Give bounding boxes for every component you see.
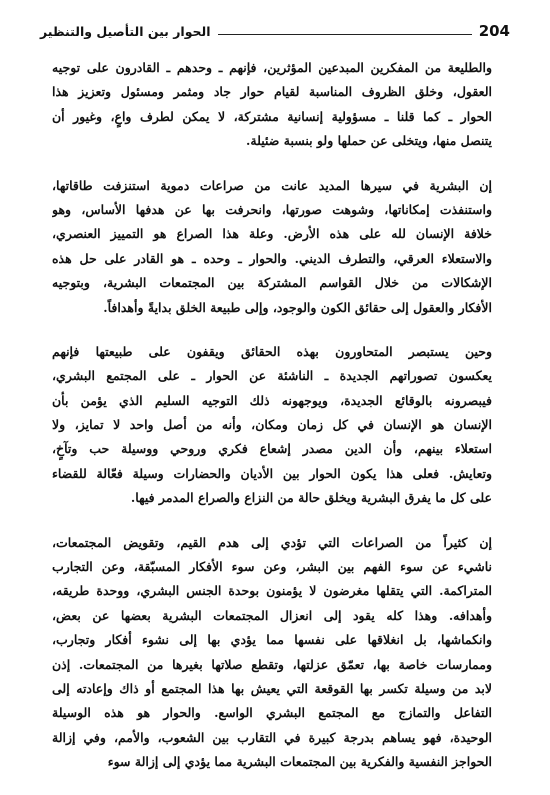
paragraph	[52, 531, 492, 775]
text-line: الوحيدة، فهو يساهم بدرجة كبيرة في التقارب بين الشعوب، والأمم، وفي إزالة	[52, 729, 492, 745]
text-line: وحين يستبصر المتحاورون بهذه الحقائق ويقفون على طبيعتها فإنهم	[52, 343, 492, 359]
running-title: الحوار بين التأصيل والتنظير	[40, 24, 211, 39]
text-line: الحواجز النفسية والفكرية بين المجتمعات البشرية مما يؤدي إلى إزالة سوء	[107, 754, 492, 770]
text-line: المتراكمة. التي يتقلها مغرضون لا يؤمنون بوحدة الجنس البشري، ووحدة طريقه،	[52, 583, 492, 599]
text-line: واستنفذت إمكاناتها، وشوهت صورتها، وانحرفت بها عن هدفها الأساس، وهو	[52, 201, 492, 217]
page-number: 204	[478, 22, 510, 40]
paragraph	[52, 340, 492, 511]
text-line: وتعايش. فعلى هذا يكون الحوار بين الأديان والحضارات وسيلة فعّالة للقضاء	[52, 465, 492, 481]
text-line: فيبصرونه بالوقائع الجديدة، ويوجهونه ذلك التوجيه السليم الذي يؤمن بأن	[52, 392, 492, 408]
text-line: الحوار ـ كما قلنا ـ مسؤولية إنسانية مشتركة، لا يمكن لطرف واعٍ، وغيور أن	[52, 108, 492, 124]
paragraph	[52, 56, 492, 154]
text-line: والطليعة من المفكرين المبدعين المؤثرين، فإنهم ـ وحدهم ـ القادرون على توجيه	[52, 60, 492, 75]
text-line: العقول، وخلق الظروف المناسبة لقيام حوار جاد ومثمر ومسئول وتعزيز هذا	[52, 84, 492, 100]
text-line: التفاعل والتمازج مع المجتمع البشري الواسع. والحوار هو هذه الوسيلة	[52, 705, 492, 721]
paragraph	[52, 174, 492, 320]
text-line: لابد من وسيلة تكسر بها القوقعة التي يعيش بها هذا المجتمع أو ذاك وإعادته إلى	[52, 680, 492, 696]
text-line: الإنسان هو الإنسان في كل زمان ومكان، وأنه من أصل واحد لا تمايز، ولا	[52, 417, 492, 433]
text-line: والاستعلاء العرقي، والتطرف الديني. والحوار ـ وحده ـ هو القادر على حل هذه	[52, 250, 492, 266]
text-line: إن كثيراً من الصراعات التي تؤدي إلى هدم القيم، وتقويض المجتمعات،	[52, 534, 492, 550]
text-line: يعكسون تصوراتهم الجديدة ـ الناشئة عن الحوار ـ على المجتمع البشري،	[52, 368, 492, 384]
text-line: يتنصل منها، ويتخلى عن حملها ولو بنسبة ضئيلة.	[246, 133, 492, 149]
text-line: إن البشرية في سيرها المديد عانت من صراعات دموية استنزفت طاقاتها،	[52, 177, 492, 193]
text-line: خلافة الإنسان لله على هذه الأرض. وعلة هذا الصراع هو التمييز العنصري،	[52, 226, 492, 242]
text-line: وأهدافه. وهذا كله يقود إلى انعزال المجتمعات البشرية بعضها عن بعض،	[52, 607, 492, 623]
text-line: استعلاء بينهم، وأن الدين مصدر إشعاع فكري وروحي ووسيلة حب وتآخٍ،	[52, 441, 492, 457]
running-header	[40, 20, 510, 46]
text-line: الأفكار والعقول إلى حقائق الكون والوجود، وإلى طبيعة الخلق بدايةً وأهدافاً.	[103, 299, 492, 315]
header-rule	[218, 34, 472, 35]
body-text	[52, 56, 492, 795]
text-line: على كل ما يفرق البشرية ويخلق حالة من النزاع والصراع المدمر فيها.	[130, 490, 492, 506]
text-line: وممارسات خاصة بها، تعمّق عزلتها، وتقطع صلاتها بغيرها من المجتمعات. إذن	[52, 656, 492, 672]
text-line: الإشكالات من خلال القواسم المشتركة بين المجتمعات البشرية، وبتوجيه	[52, 275, 492, 291]
text-line: وانكماشها، بل انغلاقها على نفسها مما يؤدي بها إلى نشوء أفكار وتجارب،	[52, 632, 492, 648]
text-line: ناشيء عن سوء الفهم بين البشر، وعن سوء الأفكار المسبّقة، وعن التجارب	[52, 559, 492, 575]
